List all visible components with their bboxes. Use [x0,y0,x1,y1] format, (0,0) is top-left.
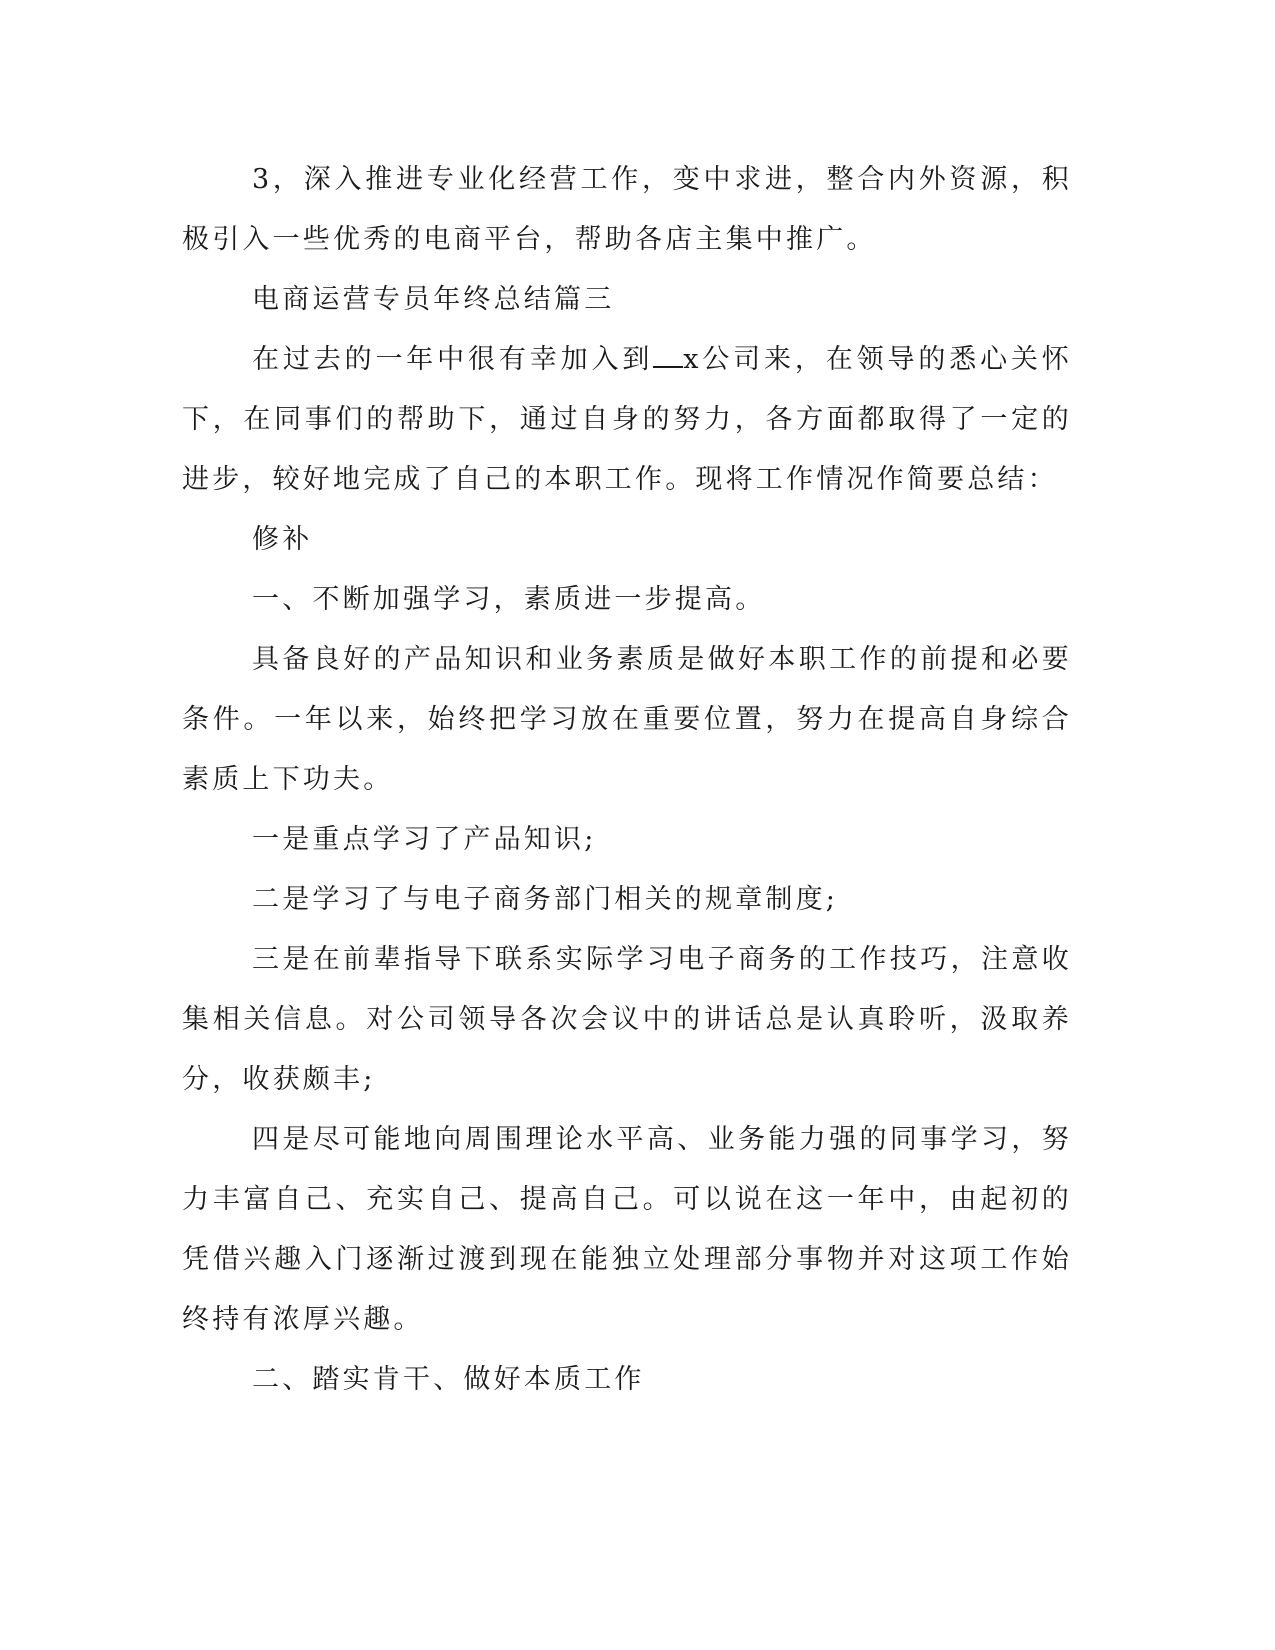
list-item-one: 一是重点学习了产品知识; [252,824,597,855]
list-item-three: 三是在前辈指导下联系实际学习电子商务的工作技巧，注意收集相关信息。对公司领导各次会议中的讲话总是认真聆听，汲取养分，收获颇丰; [182,944,1072,1095]
blank-underline [653,344,683,368]
paragraph-learning: 具备良好的产品知识和业务素质是做好本职工作的前提和必要条件。一年以来，始终把学习放在重要位置，努力在提高自身综合素质上下功夫。 [182,644,1072,795]
document-body [182,150,1072,1410]
list-item-two: 二是学习了与电子商务部门相关的规章制度; [252,884,839,915]
intro-paragraph [182,330,1072,510]
subheading-two: 二、踏实肯干、做好本质工作 [252,1364,645,1395]
stray-label: 修补 [252,524,313,555]
paragraph-item-3: 3，深入推进专业化经营工作，变中求进，整合内外资源，积极引入一些优秀的电商平台，帮助各店主集中推广。 [182,164,1072,255]
subheading-one: 一、不断加强学习，素质进一步提高。 [252,584,766,615]
list-item-four: 四是尽可能地向周围理论水平高、业务能力强的同事学习，努力丰富自己、充实自己、提高自己。可以说在这一年中，由起初的凭借兴趣入门逐渐过渡到现在能独立处理部分事物并对这项工作始终持有浓厚兴趣。 [182,1124,1072,1335]
section-heading: 电商运营专员年终总结篇三 [252,284,615,315]
intro-text-start: 在过去的一年中很有幸加入到 [252,344,654,375]
intro-text-rest: x公司来，在领导的悉心关怀下，在同事们的帮助下，通过自身的努力，各方面都取得了一定的进步，较好地完成了自己的本职工作。现将工作情况作简要总结： [182,344,1072,495]
